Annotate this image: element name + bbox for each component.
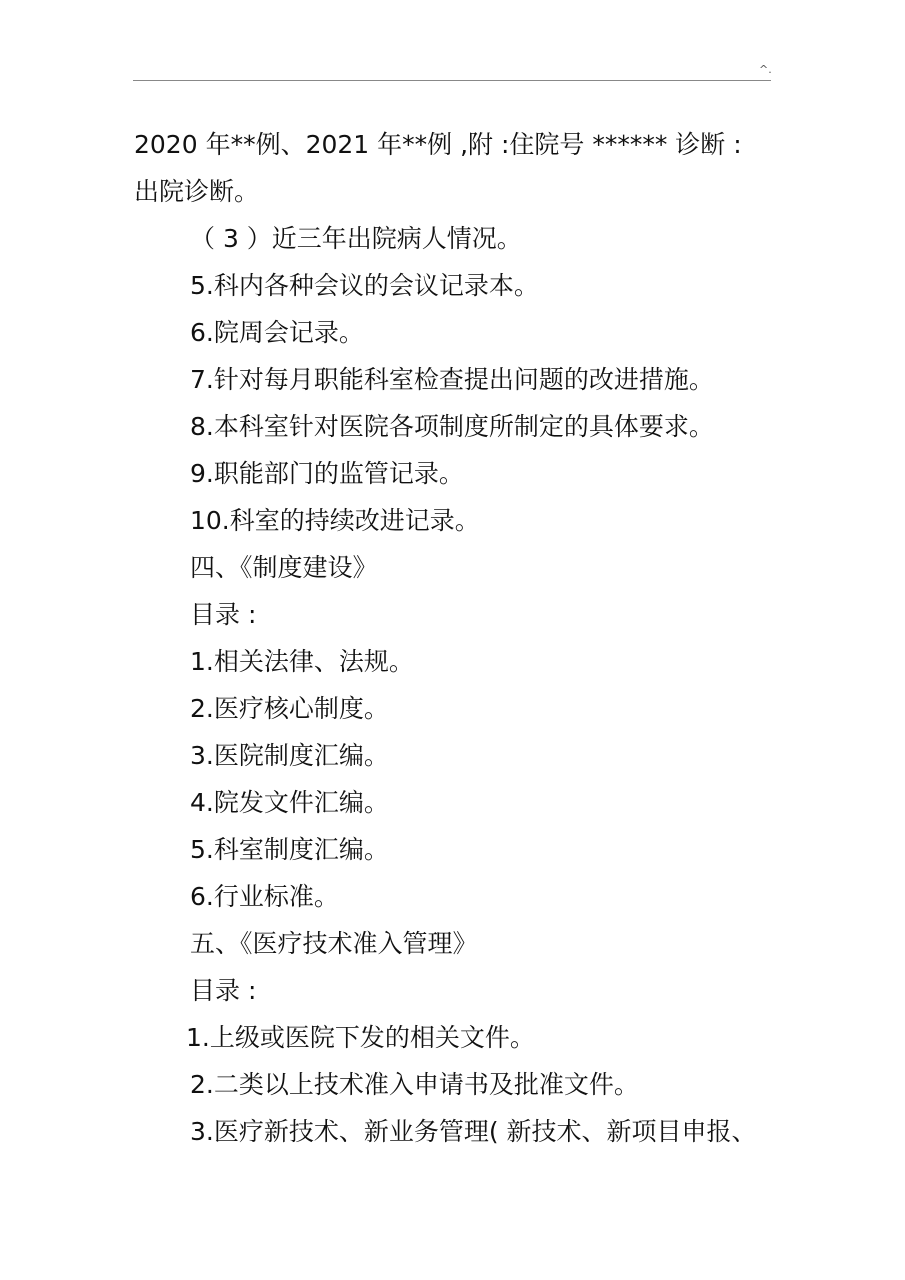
list-item: 2.医疗核心制度。 bbox=[190, 694, 389, 723]
header-rule bbox=[133, 80, 771, 81]
list-item: 9.职能部门的监管记录。 bbox=[190, 459, 464, 488]
list-item: 1.相关法律、法规。 bbox=[190, 647, 414, 676]
text-line: 2020 年**例、2021 年**例 ,附 :住院号 ****** 诊断 : bbox=[134, 130, 742, 159]
list-item: 5.科室制度汇编。 bbox=[190, 835, 389, 864]
toc-label: 目录 : bbox=[190, 976, 257, 1005]
list-item: 4.院发文件汇编。 bbox=[190, 788, 389, 817]
list-item: 7.针对每月职能科室检查提出问题的改进措施。 bbox=[190, 365, 714, 394]
section-heading: 四、《制度建设》 bbox=[190, 553, 378, 582]
list-item: 5.科内各种会议的会议记录本。 bbox=[190, 271, 539, 300]
text-line: 出院诊断。 bbox=[134, 177, 260, 206]
list-item: 6.院周会记录。 bbox=[190, 318, 364, 347]
list-item: 10.科室的持续改进记录。 bbox=[190, 506, 480, 535]
list-item: 2.二类以上技术准入申请书及批准文件。 bbox=[190, 1070, 639, 1099]
list-item: 3.医疗新技术、新业务管理( 新技术、新项目申报、 bbox=[190, 1117, 757, 1146]
list-item: 1.上级或医院下发的相关文件。 bbox=[186, 1023, 535, 1052]
toc-label: 目录 : bbox=[190, 600, 257, 629]
list-item: 6.行业标准。 bbox=[190, 882, 339, 911]
document-body bbox=[134, 121, 784, 1155]
list-item: 8.本科室针对医院各项制度所制定的具体要求。 bbox=[190, 412, 714, 441]
text-line: （ 3 ）近三年出院病人情况。 bbox=[190, 224, 522, 253]
header-mark: ^. bbox=[759, 63, 772, 76]
section-heading: 五、《医疗技术准入管理》 bbox=[190, 929, 478, 958]
list-item: 3.医院制度汇编。 bbox=[190, 741, 389, 770]
